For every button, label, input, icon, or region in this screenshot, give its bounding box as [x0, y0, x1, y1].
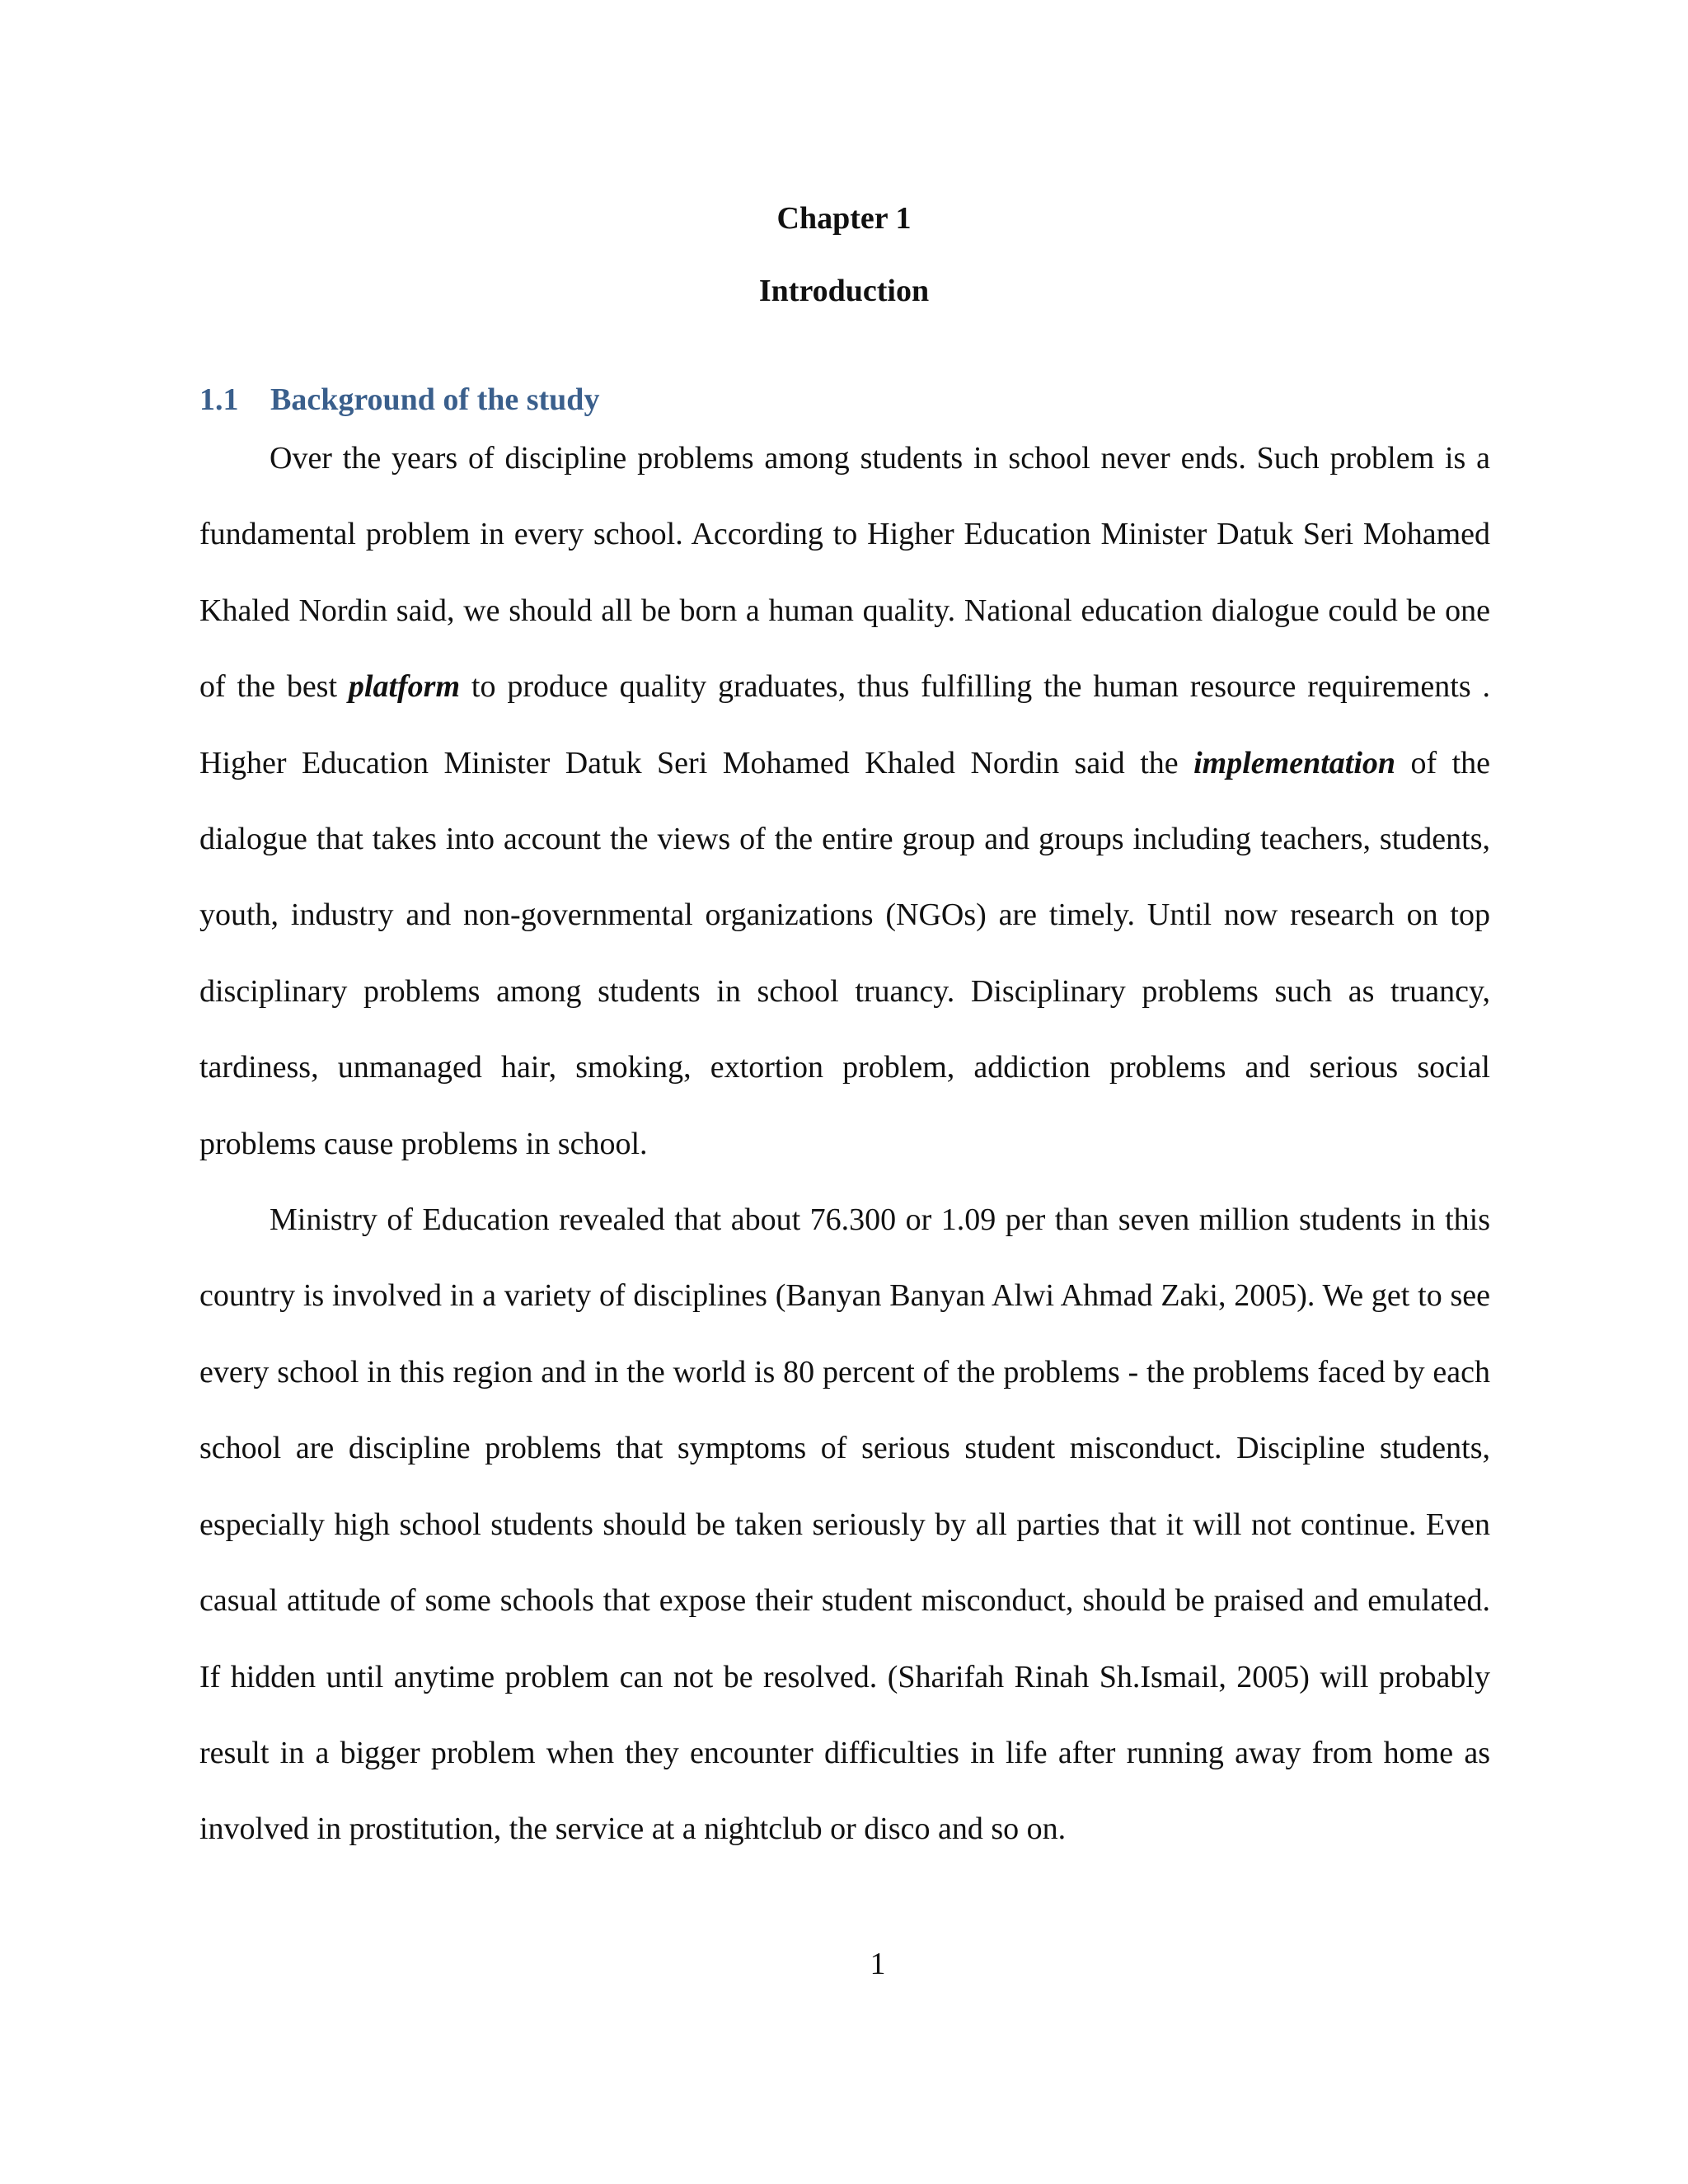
- paragraph-1-part-2: to produce quality graduates, thus fulfilling the human resource requirements . Higher Education Minister Datuk Seri Mohamed Khaled Nordin said the: [199, 669, 1491, 780]
- chapter-title: Introduction: [758, 274, 930, 308]
- section-number: 1.1: [199, 382, 239, 417]
- section-heading: [199, 379, 599, 420]
- page-number: 1: [870, 1947, 886, 1981]
- paragraph-1-part-3: of the dialogue that takes into account the views of the entire group and groups including teachers, students, youth, industry and non-governmental organizations (NGOs) are timely. Until now research on top disciplinary problems among students in school truancy. Disciplinary problems such as truancy, tardiness, unmanaged hair, smoking, extortion problem, addiction problems and serious social problems cause problems in school.: [199, 745, 1491, 1161]
- section-title: Background of the study: [270, 382, 600, 417]
- emphasis-implementation: implementation: [1193, 745, 1396, 780]
- paragraph-2: Ministry of Education revealed that about 76.300 or 1.09 per than seven million students in this country is involved in a variety of disciplines (Banyan Banyan Alwi Ahmad Zaki, 2005). We get to see every school in this region and in the world is 80 percent of the problems - the problems faced by each school are discipline problems that symptoms of serious student misconduct. Discipline students, especially high school students should be taken seriously by all parties that it will not continue. Even casual attitude of some schools that expose their student misconduct, should be praised and emulated. If hidden until anytime problem can not be resolved. (Sharifah Rinah Sh.Ismail, 2005) will probably result in a bigger problem when they encounter difficulties in life after running away from home as involved in prostitution, the service at a nightclub or disco and so on.: [199, 1202, 1490, 1847]
- emphasis-platform: platform: [348, 669, 461, 705]
- chapter-label: Chapter 1: [776, 201, 912, 236]
- paragraph-1-part-1: Over the years of discipline problems among students in school never ends. Such problem is a fundamental problem in every school. According to Higher Education Minister Datuk Seri Mohamed Khaled Nordin said, we should all be born a human quality. National education dialogue could be one of the best: [199, 441, 1490, 705]
- body-text: [199, 420, 1490, 1868]
- paragraph-1: [199, 420, 1490, 1182]
